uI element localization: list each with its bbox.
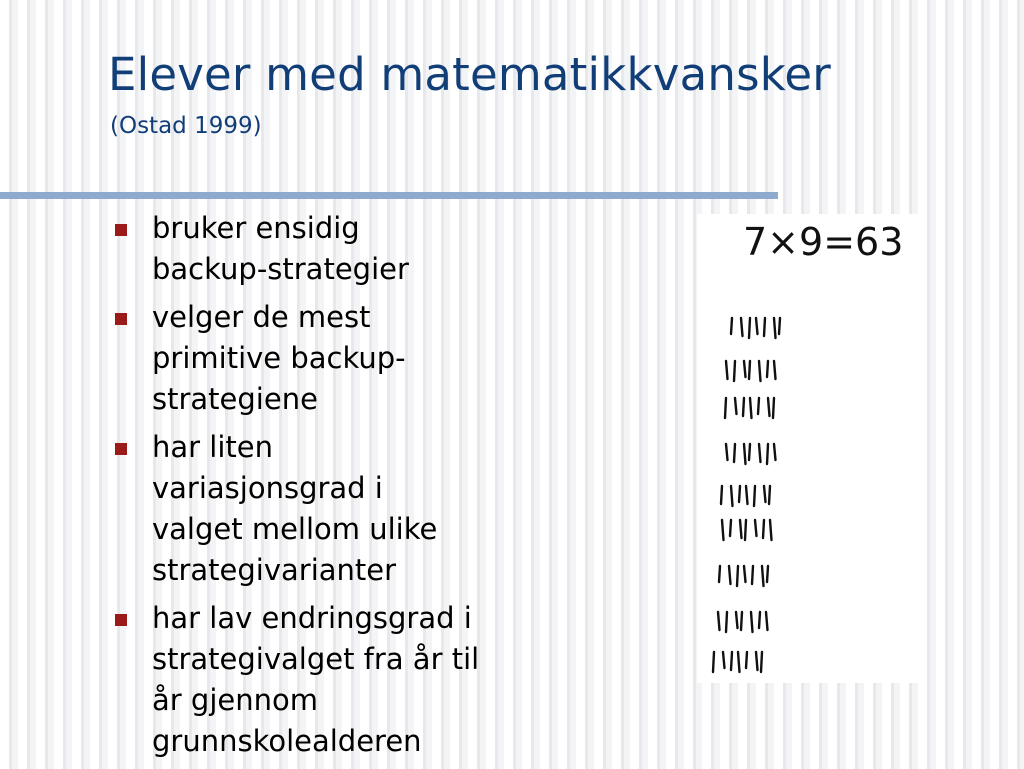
- tally-stroke: [744, 566, 746, 582]
- bullet-item: [112, 427, 552, 591]
- tally-stroke: [721, 486, 722, 504]
- tally-stroke: [769, 486, 770, 504]
- tally-row: [721, 486, 770, 506]
- tally-stroke: [759, 612, 760, 628]
- tally-stroke: [741, 318, 743, 336]
- tally-row: [726, 361, 776, 381]
- slide-subtitle: (Ostad 1999): [110, 113, 262, 139]
- tally-row: [722, 520, 772, 540]
- bullet-item: [112, 598, 552, 762]
- tally-stroke: [762, 566, 764, 586]
- tally-stroke: [746, 652, 747, 668]
- bullet-item: [112, 297, 552, 420]
- tally-stroke: [749, 318, 750, 338]
- tally-stroke: [759, 361, 761, 381]
- tally-stroke: [734, 361, 735, 381]
- tally-stroke: [749, 361, 750, 379]
- bullet-text: bruker ensidig backup-strategier: [152, 211, 409, 286]
- tally-stroke: [745, 520, 746, 540]
- bullet-square-icon: [115, 614, 127, 626]
- tally-stroke: [774, 361, 776, 379]
- tally-stroke: [779, 318, 780, 334]
- tally-stroke: [744, 444, 746, 464]
- tally-drawing: [697, 214, 920, 683]
- bullet-text: har lav endringsgrad i strategivalget fra år til år gjennom grunnskolealderen: [152, 601, 480, 758]
- tally-row: [731, 318, 780, 338]
- tally-row: [726, 444, 776, 464]
- tally-stroke: [759, 444, 761, 462]
- tally-stroke: [741, 612, 742, 630]
- tally-stroke: [739, 486, 740, 502]
- tally-stroke: [730, 520, 731, 536]
- bullet-list: [112, 208, 552, 769]
- tally-stroke: [713, 652, 714, 672]
- tally-stroke: [738, 652, 740, 672]
- tally-row: [719, 566, 768, 586]
- tally-stroke: [723, 652, 725, 668]
- tally-stroke: [737, 566, 738, 586]
- tally-stroke: [763, 520, 764, 538]
- tally-stroke: [767, 444, 768, 464]
- tally-stroke: [718, 612, 720, 630]
- handwritten-tally-image: [697, 214, 920, 683]
- tally-stroke: [755, 520, 757, 536]
- tally-stroke: [722, 520, 724, 540]
- tally-stroke: [726, 444, 728, 460]
- slide-title: Elever med matematikkvansker: [108, 48, 831, 101]
- tally-stroke: [767, 566, 768, 582]
- tally-stroke: [764, 318, 765, 336]
- tally-stroke: [770, 520, 772, 540]
- tally-stroke: [726, 612, 727, 632]
- tally-stroke: [735, 398, 737, 414]
- tally-stroke: [768, 398, 770, 416]
- tally-stroke: [734, 444, 735, 462]
- bullet-item: [112, 208, 552, 290]
- tally-stroke: [725, 398, 726, 418]
- tally-stroke: [756, 318, 758, 334]
- tally-stroke: [756, 652, 758, 670]
- tally-stroke: [750, 398, 752, 418]
- tally-row: [713, 652, 762, 672]
- bullet-square-icon: [115, 224, 127, 236]
- tally-stroke: [736, 612, 738, 628]
- bullet-square-icon: [115, 443, 127, 455]
- tally-stroke: [744, 361, 746, 377]
- tally-stroke: [767, 361, 768, 377]
- tally-stroke: [729, 566, 731, 584]
- title-divider: [0, 192, 778, 199]
- tally-stroke: [758, 398, 759, 414]
- tally-stroke: [754, 486, 755, 506]
- tally-stroke: [731, 486, 733, 506]
- tally-stroke: [749, 444, 750, 460]
- tally-stroke: [752, 566, 753, 584]
- tally-stroke: [764, 486, 766, 502]
- tally-stroke: [743, 398, 744, 416]
- tally-stroke: [766, 612, 768, 630]
- tally-stroke: [731, 652, 732, 670]
- tally-stroke: [740, 520, 742, 538]
- bullet-square-icon: [115, 313, 127, 325]
- tally-stroke: [774, 318, 776, 338]
- handwritten-equation: 7×9=63: [743, 220, 904, 264]
- tally-stroke: [761, 652, 762, 672]
- tally-stroke: [773, 398, 774, 418]
- tally-row: [718, 612, 768, 632]
- tally-stroke: [774, 444, 776, 460]
- tally-stroke: [719, 566, 720, 582]
- bullet-text: velger de mest primitive backup- strategiene: [152, 300, 406, 416]
- tally-stroke: [746, 486, 748, 504]
- tally-stroke: [731, 318, 732, 334]
- tally-stroke: [726, 361, 728, 379]
- tally-row: [725, 398, 774, 418]
- bullet-text: har liten variasjonsgrad i valget mellom ulike strategivarianter: [152, 430, 438, 587]
- tally-marks: [713, 318, 780, 672]
- tally-stroke: [751, 612, 753, 632]
